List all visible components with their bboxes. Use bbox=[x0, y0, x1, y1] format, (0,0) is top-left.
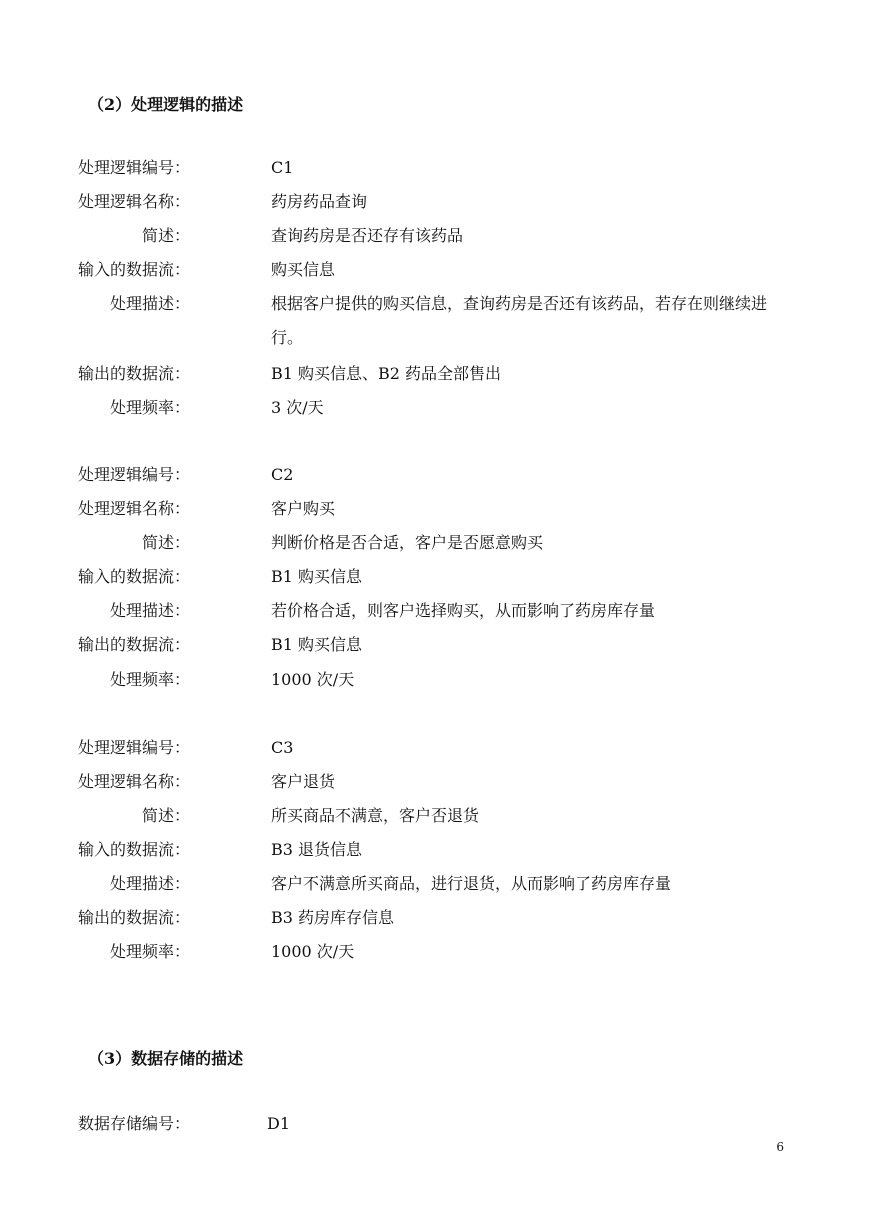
logic-id-value: C2 bbox=[271, 465, 294, 484]
logic-id-row bbox=[77, 156, 800, 180]
logic-input-value: 购买信息 bbox=[271, 260, 336, 279]
logic-desc-label: 处理描述： bbox=[109, 874, 190, 893]
logic-input-label: 输入的数据流： bbox=[77, 260, 190, 279]
logic-brief-row bbox=[100, 804, 800, 828]
logic-id-label: 处理逻辑编号： bbox=[77, 158, 190, 177]
logic-id-label: 处理逻辑编号： bbox=[77, 465, 190, 484]
logic-id-value: C3 bbox=[271, 738, 294, 757]
section-2-heading: （2）处理逻辑的描述 bbox=[88, 95, 244, 114]
logic-brief-value: 所买商品不满意，客户否退货 bbox=[271, 806, 480, 825]
logic-freq-label: 处理频率： bbox=[109, 670, 190, 689]
logic-desc-row bbox=[100, 599, 800, 623]
logic-id-row bbox=[77, 463, 800, 487]
logic-freq-row bbox=[100, 396, 800, 420]
logic-name-row bbox=[77, 190, 800, 214]
logic-output-label: 输出的数据流： bbox=[77, 364, 190, 383]
logic-freq-row bbox=[100, 940, 800, 964]
logic-desc-value: 客户不满意所买商品，进行退货，从而影响了药房库存量 bbox=[271, 874, 672, 893]
logic-input-value: B1 购买信息 bbox=[271, 567, 363, 586]
logic-freq-value: 1000 次/天 bbox=[271, 942, 355, 961]
logic-name-row bbox=[77, 497, 800, 521]
logic-id-value: C1 bbox=[271, 158, 294, 177]
logic-desc-value: 根据客户提供的购买信息，查询药房是否还有该药品，若存在则继续进行。 bbox=[271, 294, 768, 347]
logic-freq-value: 1000 次/天 bbox=[271, 670, 355, 689]
logic-output-row bbox=[77, 362, 800, 386]
store-id-label: 数据存储编号： bbox=[77, 1114, 190, 1133]
logic-name-value: 药房药品查询 bbox=[271, 192, 368, 211]
logic-input-row bbox=[77, 565, 800, 589]
logic-desc-label: 处理描述： bbox=[109, 294, 190, 313]
logic-brief-value: 判断价格是否合适，客户是否愿意购买 bbox=[271, 533, 544, 552]
logic-brief-value: 查询药房是否还存有该药品 bbox=[271, 226, 464, 245]
logic-desc-row bbox=[100, 872, 800, 896]
logic-desc-label: 处理描述： bbox=[109, 601, 190, 620]
logic-desc-row bbox=[100, 292, 800, 347]
logic-name-label: 处理逻辑名称： bbox=[77, 772, 190, 791]
logic-name-value: 客户退货 bbox=[271, 772, 336, 791]
logic-id-row bbox=[77, 736, 800, 760]
logic-output-row bbox=[77, 906, 800, 930]
store-id-row bbox=[77, 1112, 800, 1136]
page-number: 6 bbox=[776, 1140, 784, 1154]
logic-output-value: B1 购买信息、B2 药品全部售出 bbox=[271, 364, 502, 383]
logic-name-value: 客户购买 bbox=[271, 499, 336, 518]
logic-input-label: 输入的数据流： bbox=[77, 840, 190, 859]
logic-brief-row bbox=[100, 224, 800, 248]
logic-output-label: 输出的数据流： bbox=[77, 635, 190, 654]
logic-output-row bbox=[77, 633, 800, 657]
logic-input-value: B3 退货信息 bbox=[271, 840, 363, 859]
logic-desc-value: 若价格合适，则客户选择购买，从而影响了药房库存量 bbox=[271, 601, 656, 620]
logic-brief-label: 简述： bbox=[141, 226, 190, 245]
logic-output-value: B1 购买信息 bbox=[271, 635, 363, 654]
logic-freq-label: 处理频率： bbox=[109, 398, 190, 417]
logic-name-label: 处理逻辑名称： bbox=[77, 192, 190, 211]
logic-input-row bbox=[77, 838, 800, 862]
logic-freq-value: 3 次/天 bbox=[271, 398, 324, 417]
logic-freq-row bbox=[100, 668, 800, 692]
logic-freq-label: 处理频率： bbox=[109, 942, 190, 961]
logic-name-row bbox=[77, 770, 800, 794]
logic-brief-label: 简述： bbox=[141, 806, 190, 825]
logic-output-value: B3 药房库存信息 bbox=[271, 908, 395, 927]
logic-brief-row bbox=[100, 531, 800, 555]
logic-id-label: 处理逻辑编号： bbox=[77, 738, 190, 757]
logic-input-row bbox=[77, 258, 800, 282]
logic-brief-label: 简述： bbox=[141, 533, 190, 552]
logic-output-label: 输出的数据流： bbox=[77, 908, 190, 927]
logic-input-label: 输入的数据流： bbox=[77, 567, 190, 586]
store-id-value: D1 bbox=[267, 1114, 291, 1133]
section-3-heading: （3）数据存储的描述 bbox=[88, 1049, 244, 1068]
logic-name-label: 处理逻辑名称： bbox=[77, 499, 190, 518]
